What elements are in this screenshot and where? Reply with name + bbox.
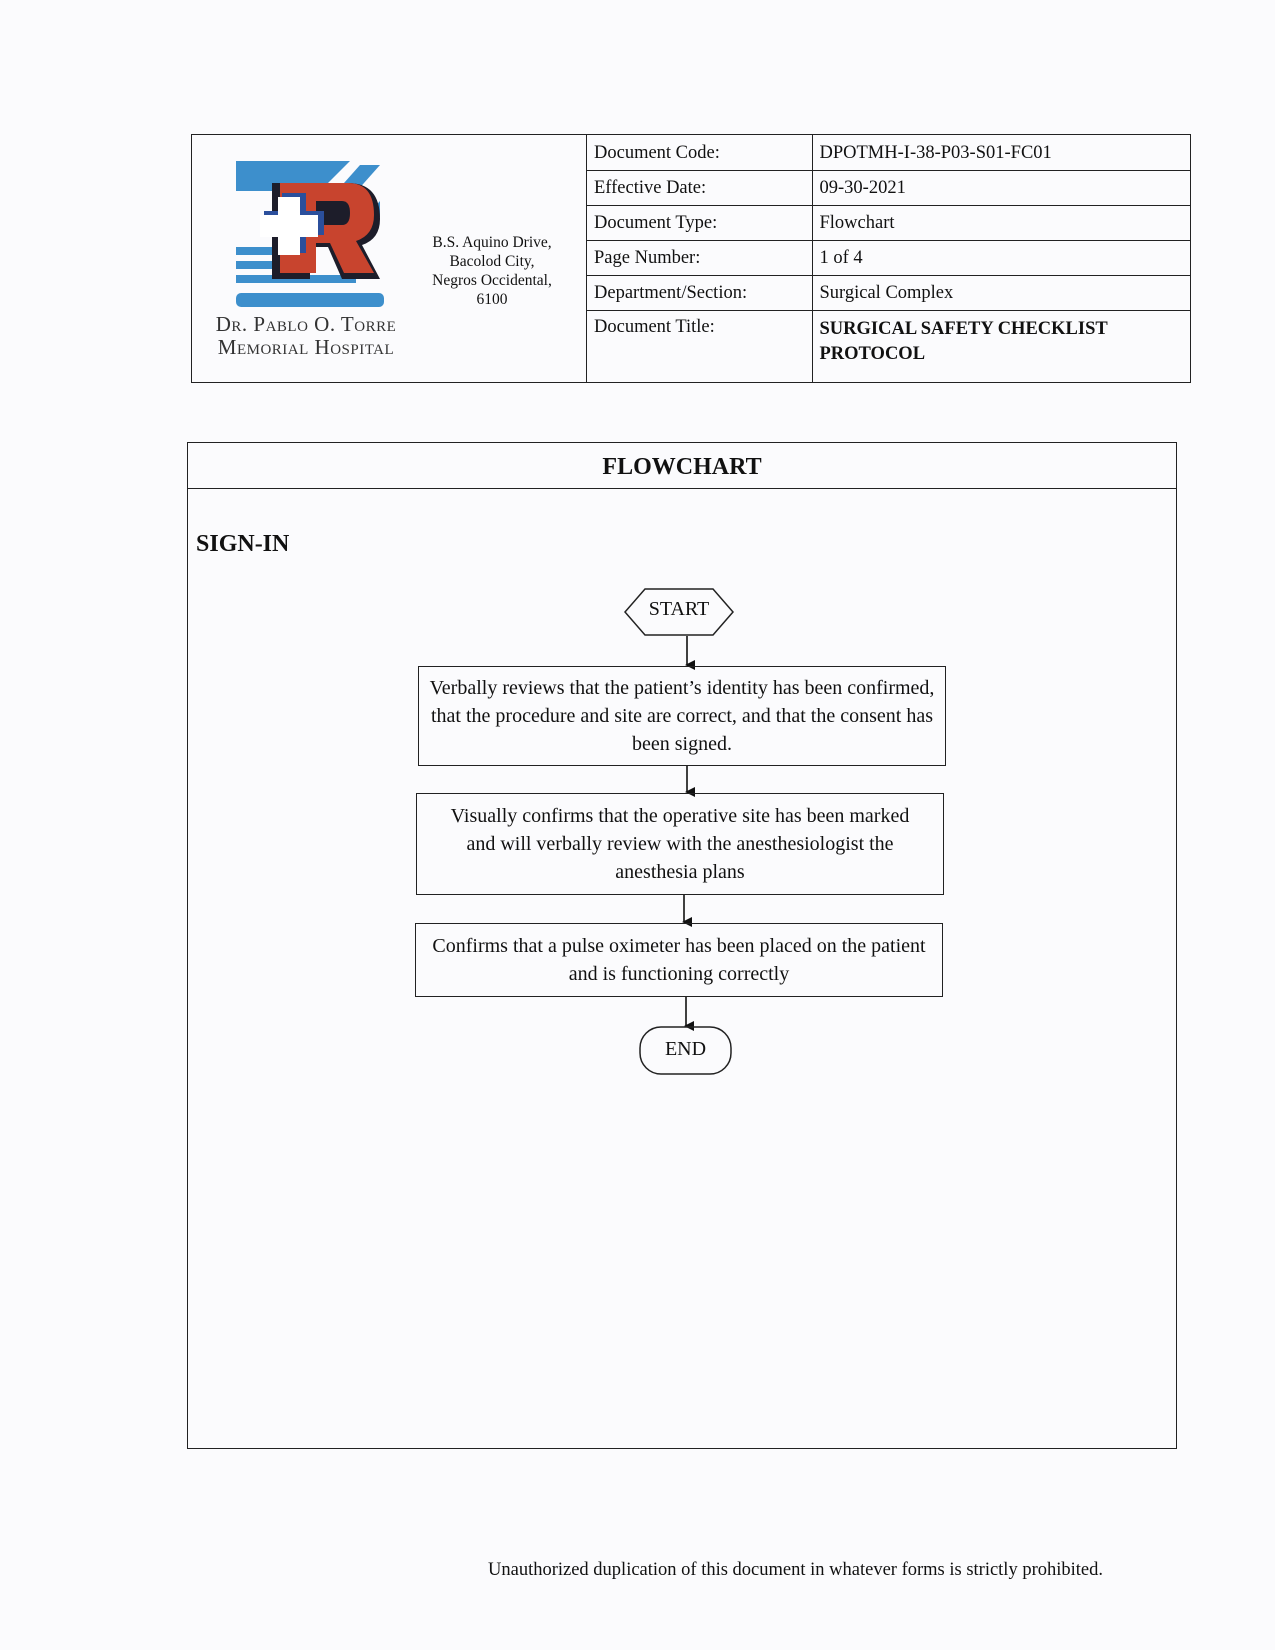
- meta-row-document-code: [587, 135, 1190, 170]
- meta-label: Department/Section:: [587, 275, 812, 310]
- address-line: Negros Occidental,: [432, 272, 552, 289]
- meta-label: Page Number:: [587, 240, 812, 275]
- flowchart-title: FLOWCHART: [188, 443, 1176, 489]
- section-title: SIGN-IN: [196, 531, 290, 557]
- meta-label: Document Code:: [587, 135, 812, 170]
- step-text: Confirms that a pulse oximeter has been placed on the patient and is functioning correctly: [432, 935, 926, 985]
- meta-label: Document Title:: [587, 310, 812, 382]
- document-meta-table: [587, 135, 1190, 382]
- address-line: B.S. Aquino Drive,: [432, 234, 552, 251]
- flowchart-frame: [187, 442, 1177, 1449]
- hospital-name-line1: Dr. Pablo O. Torre: [215, 312, 397, 336]
- hospital-name-line2: Memorial Hospital: [217, 335, 395, 359]
- step-text: Verbally reviews that the patient’s identity has been confirmed, that the procedure and site are correct, and that the consent has been signed.: [429, 677, 935, 755]
- hospital-address: [412, 233, 572, 309]
- start-label: START: [648, 598, 710, 620]
- flowchart-step-3: [415, 923, 943, 997]
- meta-label: Document Type:: [587, 205, 812, 240]
- meta-row-document-type: [587, 205, 1190, 240]
- meta-value: Surgical Complex: [812, 275, 1190, 310]
- address-line: Bacolod City,: [449, 253, 535, 270]
- flowchart-step-1: [418, 666, 946, 766]
- address-line: 6100: [476, 291, 508, 308]
- meta-value: DPOTMH-I-38-P03-S01-FC01: [812, 135, 1190, 170]
- meta-row-effective-date: [587, 170, 1190, 205]
- hospital-logo-icon: [230, 161, 385, 309]
- meta-row-department: [587, 275, 1190, 310]
- end-label: END: [664, 1038, 707, 1060]
- logo-cell: [192, 135, 587, 382]
- meta-row-page-number: [587, 240, 1190, 275]
- flowchart-step-2: [416, 793, 944, 895]
- meta-value: 09-30-2021: [812, 170, 1190, 205]
- document-header: [191, 134, 1191, 383]
- document-title: SURGICAL SAFETY CHECKLIST PROTOCOL: [819, 318, 1108, 364]
- meta-value: 1 of 4: [812, 240, 1190, 275]
- meta-value: Flowchart: [812, 205, 1190, 240]
- footer-notice: Unauthorized duplication of this document in whatever forms is strictly prohibited.: [488, 1560, 1103, 1580]
- step-text: Visually confirms that the operative site has been marked and will verbally review with the anesthesiologist the anesthesia plans: [450, 805, 910, 883]
- meta-row-document-title: [587, 310, 1190, 382]
- meta-label: Effective Date:: [587, 170, 812, 205]
- hospital-name: [206, 313, 406, 359]
